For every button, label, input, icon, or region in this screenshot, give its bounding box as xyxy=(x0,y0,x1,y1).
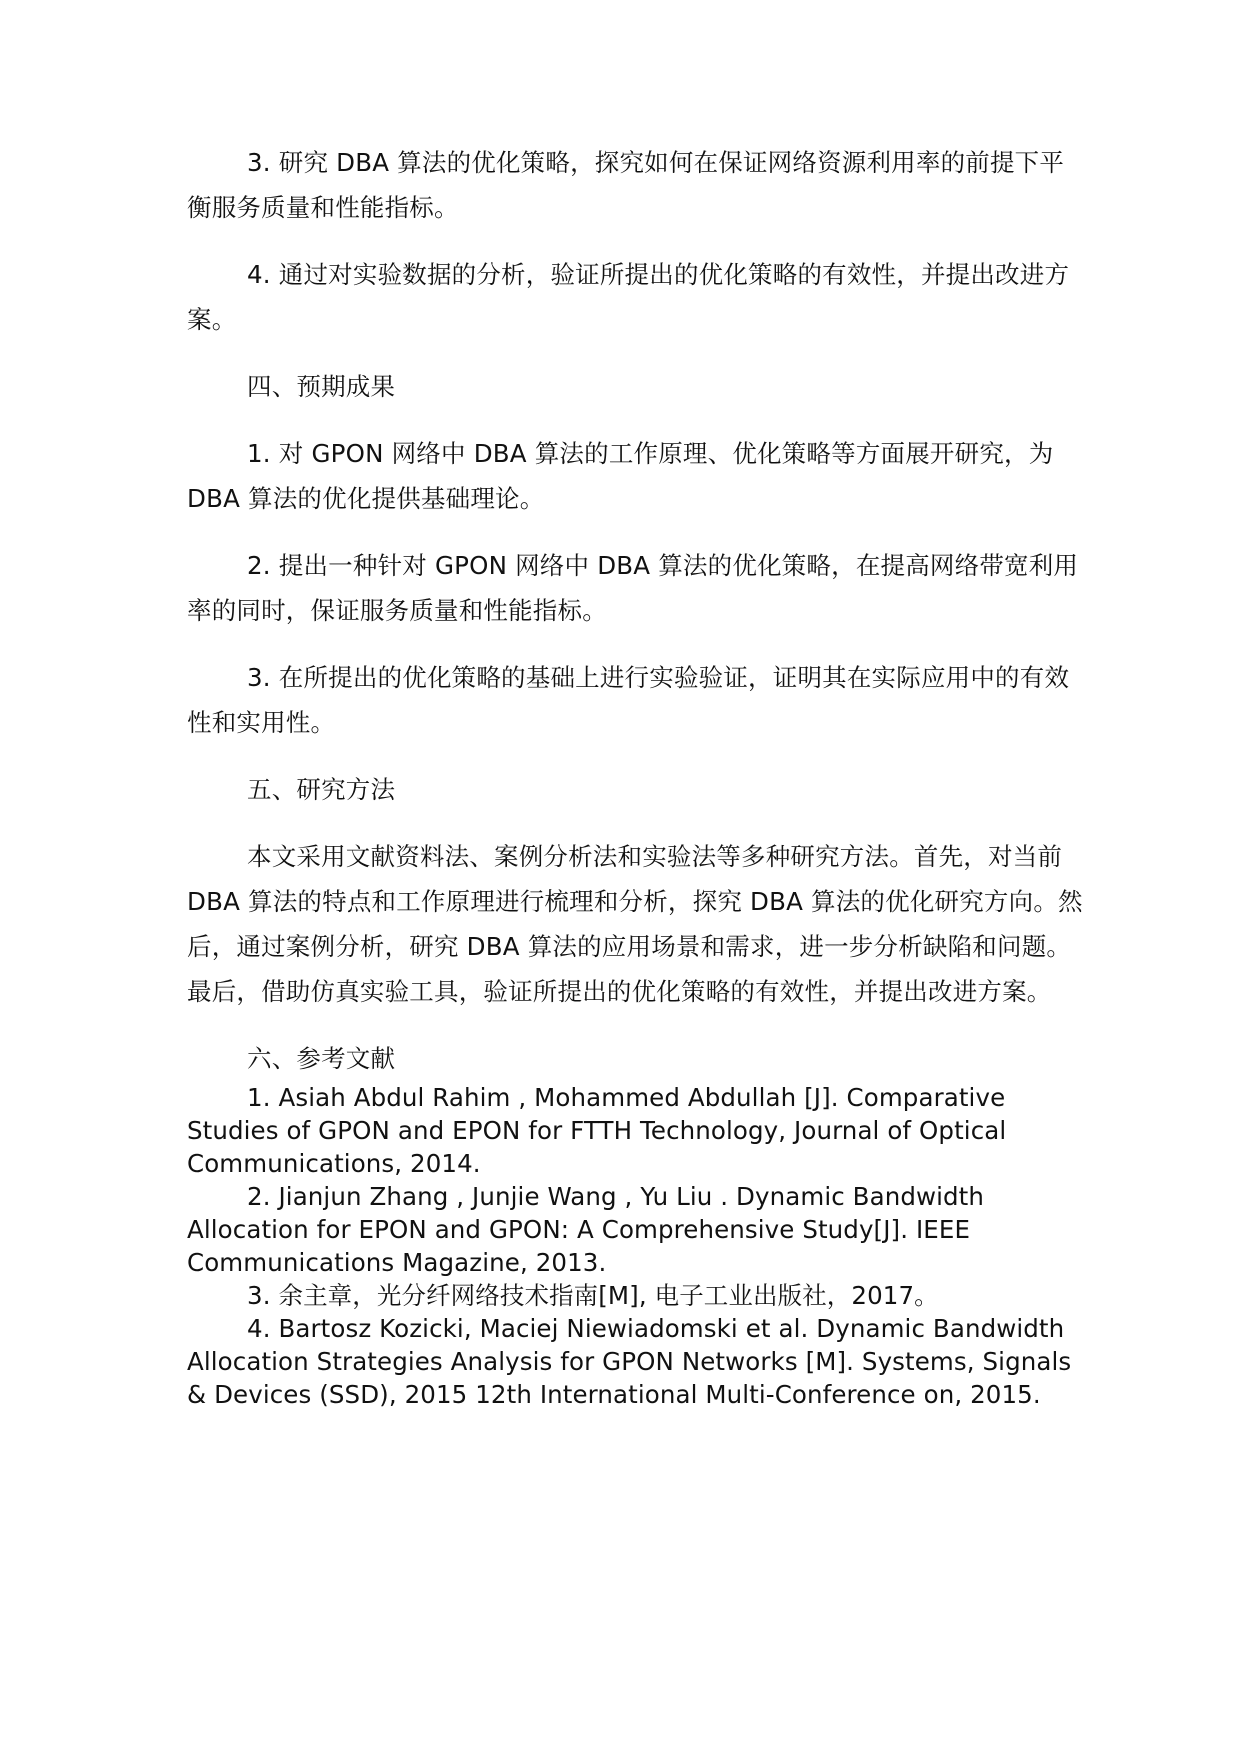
paragraph-result-3: 3. 在所提出的优化策略的基础上进行实验验证，证明其在实际应用中的有效性和实用性。 xyxy=(187,663,1070,737)
reference-item-3: 3. 余主章，光分纤网络技术指南[M], 电子工业出版社，2017。 xyxy=(247,1281,939,1310)
reference-item-2: 2. Jianjun Zhang , Junjie Wang , Yu Liu . Dynamic Bandwidth Allocation for EPON and GPON: A Comprehensive Study[J]. IEEE Communications Magazine, 2013. xyxy=(187,1182,985,1277)
document-page xyxy=(187,140,1087,1411)
section-heading-methods: 五、研究方法 xyxy=(247,775,396,804)
reference-item-1: 1. Asiah Abdul Rahim , Mohammed Abdullah [J]. Comparative Studies of GPON and EPON for FTTH Technology, Journal of Optical Communications, 2014. xyxy=(187,1083,1007,1178)
reference-item-4: 4. Bartosz Kozicki, Maciej Niewiadomski et al. Dynamic Bandwidth Allocation Strategies Analysis for GPON Networks [M]. Systems, Signals & Devices (SSD), 2015 12th International Multi-Conference on, 2015. xyxy=(187,1314,1072,1409)
section-heading-references: 六、参考文献 xyxy=(247,1044,396,1073)
paragraph-item-3: 3. 研究 DBA 算法的优化策略，探究如何在保证网络资源利用率的前提下平衡服务质量和性能指标。 xyxy=(187,148,1065,222)
paragraph-result-2: 2. 提出一种针对 GPON 网络中 DBA 算法的优化策略，在提高网络带宽利用率的同时，保证服务质量和性能指标。 xyxy=(187,551,1079,625)
section-heading-expected-results: 四、预期成果 xyxy=(247,372,396,401)
paragraph-methods: 本文采用文献资料法、案例分析法和实验法等多种研究方法。首先，对当前 DBA 算法的特点和工作原理进行梳理和分析，探究 DBA 算法的优化研究方向。然后，通过案例分析，研究 DBA 算法的应用场景和需求，进一步分析缺陷和问题。最后，借助仿真实验工具，验证所提出的优化策略的有效性，并提出改进方案。 xyxy=(187,842,1083,1006)
paragraph-item-4: 4. 通过对实验数据的分析，验证所提出的优化策略的有效性，并提出改进方案。 xyxy=(187,260,1070,334)
paragraph-result-1: 1. 对 GPON 网络中 DBA 算法的工作原理、优化策略等方面展开研究，为 DBA 算法的优化提供基础理论。 xyxy=(187,439,1054,513)
